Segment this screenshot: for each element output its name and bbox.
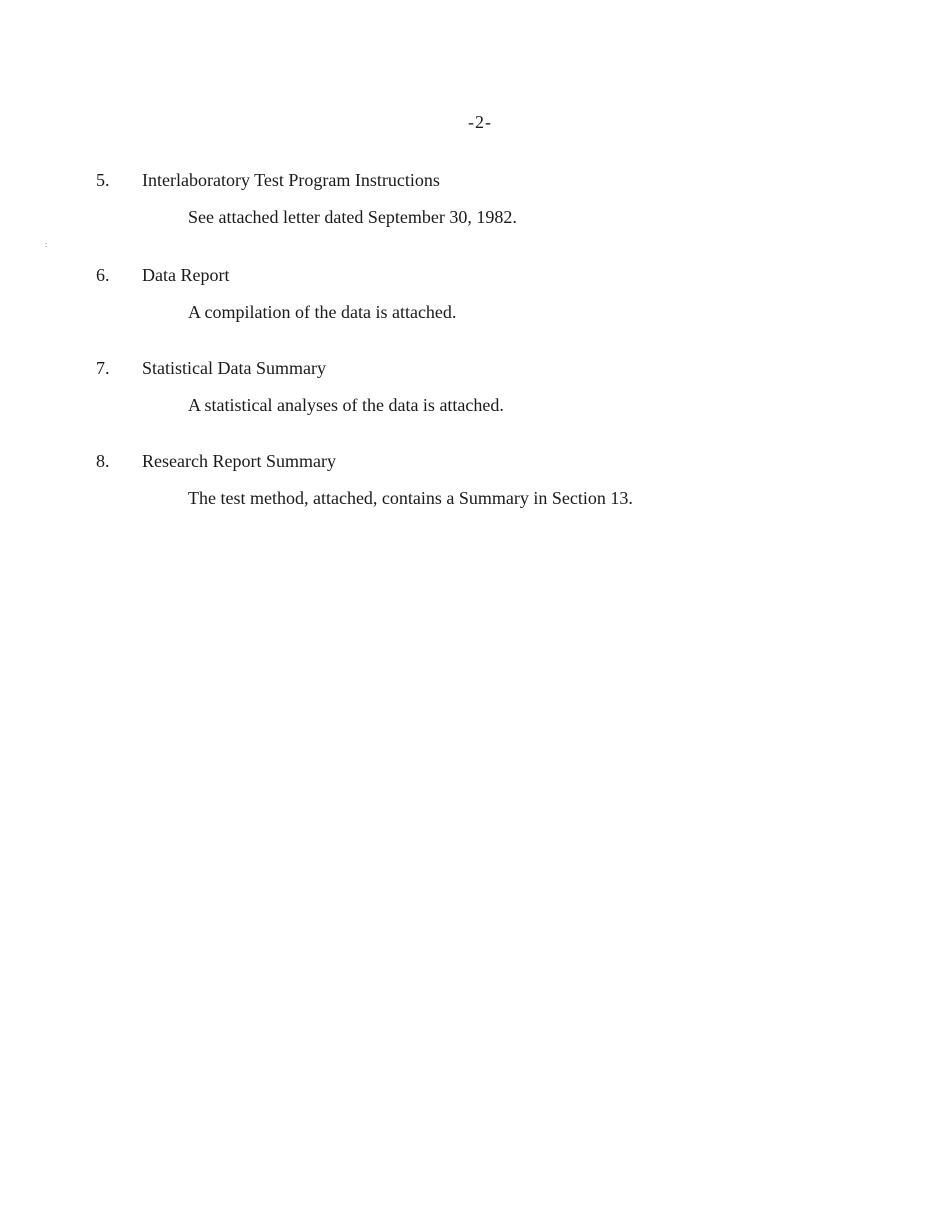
section-heading [96,448,876,474]
section-title: Interlaboratory Test Program Instructions [142,170,440,190]
section-body: A statistical analyses of the data is attached. [188,395,504,415]
section-title: Data Report [142,265,230,285]
section-heading [96,167,876,193]
section-5 [96,167,876,230]
section-6 [96,262,876,325]
section-body: See attached letter dated September 30, 1982. [188,207,517,227]
section-heading [96,355,876,381]
section-title: Statistical Data Summary [142,358,326,378]
section-number: 5. [96,170,110,190]
section-body: A compilation of the data is attached. [188,302,457,322]
section-8 [96,448,876,511]
section-number: 7. [96,358,110,378]
section-heading [96,262,876,288]
page-number: -2- [468,112,492,132]
section-number: 8. [96,451,110,471]
margin-mark: : [45,240,48,249]
section-number: 6. [96,265,110,285]
section-7 [96,355,876,418]
section-body: The test method, attached, contains a Summary in Section 13. [188,488,633,508]
section-title: Research Report Summary [142,451,336,471]
